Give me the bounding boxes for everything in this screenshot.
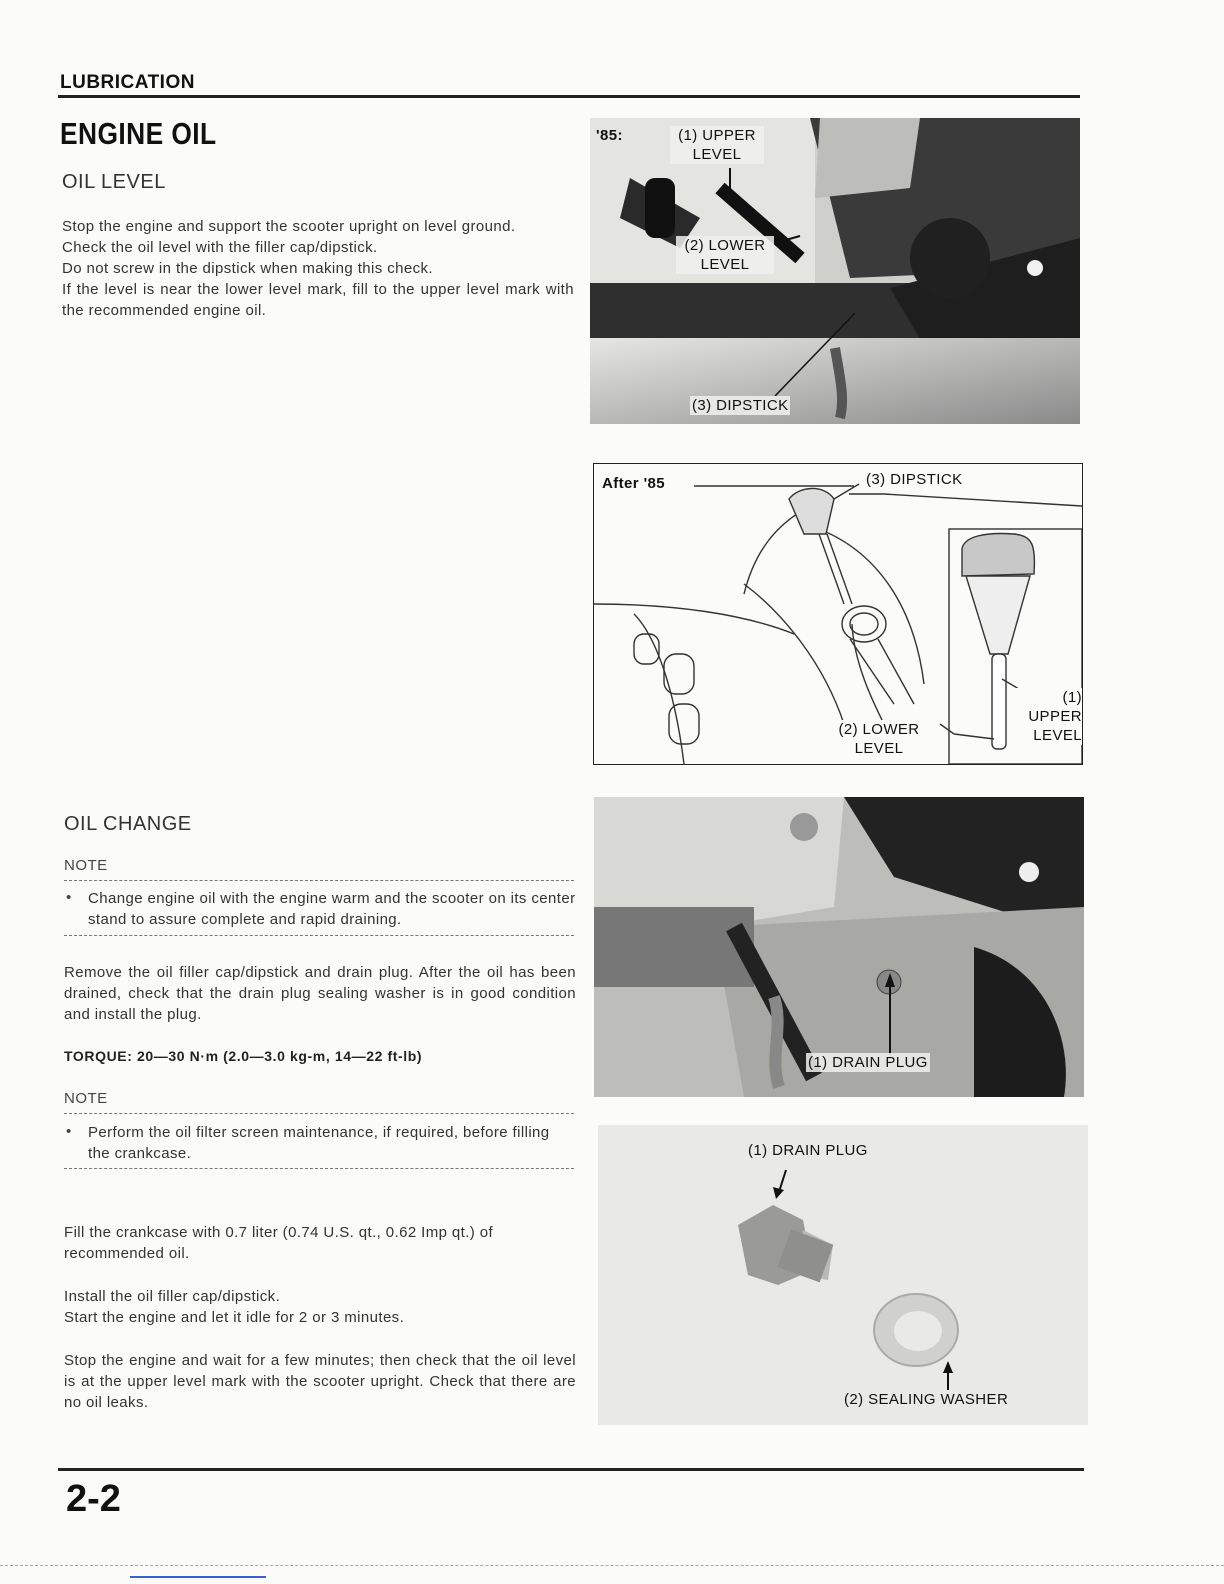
figure-drain-plug-photo bbox=[594, 797, 1084, 1097]
torque-spec: TORQUE: 20—30 N·m (2.0—3.0 kg-m, 14—22 ft-lb) bbox=[64, 1048, 423, 1064]
note-divider-top-2 bbox=[64, 1113, 574, 1114]
section-header: LUBRICATION bbox=[60, 72, 195, 93]
note-divider-top-1 bbox=[64, 880, 574, 881]
oil-change-heading: OIL CHANGE bbox=[64, 813, 192, 835]
oil-level-heading: OIL LEVEL bbox=[62, 171, 166, 193]
fig1-dipstick-label: (3) DIPSTICK bbox=[692, 397, 789, 414]
oil-change-para-1: Remove the oil filler cap/dipstick and drain plug. After the oil has been drained, check that the drain plug sealing washer is in good condition and install the plug. bbox=[64, 964, 576, 1023]
oil-change-para-3 bbox=[64, 1286, 576, 1328]
header-rule bbox=[58, 95, 1080, 98]
page-number: 2-2 bbox=[66, 1478, 121, 1520]
note-divider-bottom-1 bbox=[64, 935, 574, 936]
fig1-year-label: '85: bbox=[596, 127, 623, 144]
oil-change-para-3b: Start the engine and let it idle for 2 or 3 minutes. bbox=[64, 1309, 405, 1326]
footer-rule bbox=[58, 1468, 1084, 1471]
oil-level-text bbox=[62, 216, 574, 321]
oil-change-para-2: Fill the crankcase with 0.7 liter (0.74 U.S. qt., 0.62 Imp qt.) of recommended oil. bbox=[64, 1224, 494, 1262]
figure-drain-plug-illustration bbox=[594, 797, 1084, 1097]
page-title: ENGINE OIL bbox=[60, 116, 217, 151]
figure-drain-plug-washer-photo bbox=[598, 1125, 1088, 1425]
figure-drain-plug-washer-illustration bbox=[598, 1125, 1088, 1425]
note-label-2: NOTE bbox=[64, 1090, 108, 1107]
figure-85-illustration bbox=[590, 118, 1080, 424]
fig4-drain-plug-label: (1) DRAIN PLUG bbox=[748, 1142, 868, 1159]
fig3-drain-plug-label: (1) DRAIN PLUG bbox=[808, 1054, 928, 1071]
oil-change-para-3a: Install the oil filler cap/dipstick. bbox=[64, 1288, 281, 1305]
oil-level-para-1: Stop the engine and support the scooter upright on level ground. bbox=[62, 218, 516, 235]
note-divider-bottom-2 bbox=[64, 1168, 574, 1169]
figure-after85-illustration bbox=[594, 464, 1082, 764]
oil-level-para-2: Check the oil level with the filler cap/dipstick. bbox=[62, 239, 378, 256]
oil-level-para-3: Do not screw in the dipstick when making this check. bbox=[62, 260, 433, 277]
fig1-lower-level-label: (2) LOWER LEVEL bbox=[676, 236, 774, 274]
figure-85-dipstick-photo bbox=[590, 118, 1080, 424]
fig4-sealing-washer-label: (2) SEALING WASHER bbox=[844, 1391, 1009, 1408]
scan-edge bbox=[0, 1565, 1224, 1566]
bullet-1: • bbox=[66, 889, 72, 906]
note-text-1: Change engine oil with the engine warm and the scooter on its center stand to assure complete and rapid draining. bbox=[88, 890, 576, 928]
note-text-2: Perform the oil filter screen maintenance, if required, before filling the crankcase. bbox=[88, 1124, 550, 1162]
scan-mark bbox=[130, 1576, 266, 1578]
fig2-upper-level-label: (1) UPPER LEVEL bbox=[1014, 688, 1083, 745]
fig2-year-label: After '85 bbox=[602, 475, 666, 492]
oil-change-para-4: Stop the engine and wait for a few minutes; then check that the oil level is at the upper level mark with the scooter upright. Check that there are no oil leaks. bbox=[64, 1352, 576, 1411]
figure-after85-diagram bbox=[593, 463, 1083, 765]
fig2-dipstick-label: (3) DIPSTICK bbox=[866, 471, 963, 488]
note-label-1: NOTE bbox=[64, 857, 108, 874]
bullet-2: • bbox=[66, 1123, 72, 1140]
fig1-upper-level-label: (1) UPPER LEVEL bbox=[670, 126, 764, 164]
oil-level-para-4: If the level is near the lower level mark, fill to the upper level mark with the recommended engine oil. bbox=[62, 281, 574, 319]
fig2-lower-level-label: (2) LOWER LEVEL bbox=[834, 720, 924, 758]
